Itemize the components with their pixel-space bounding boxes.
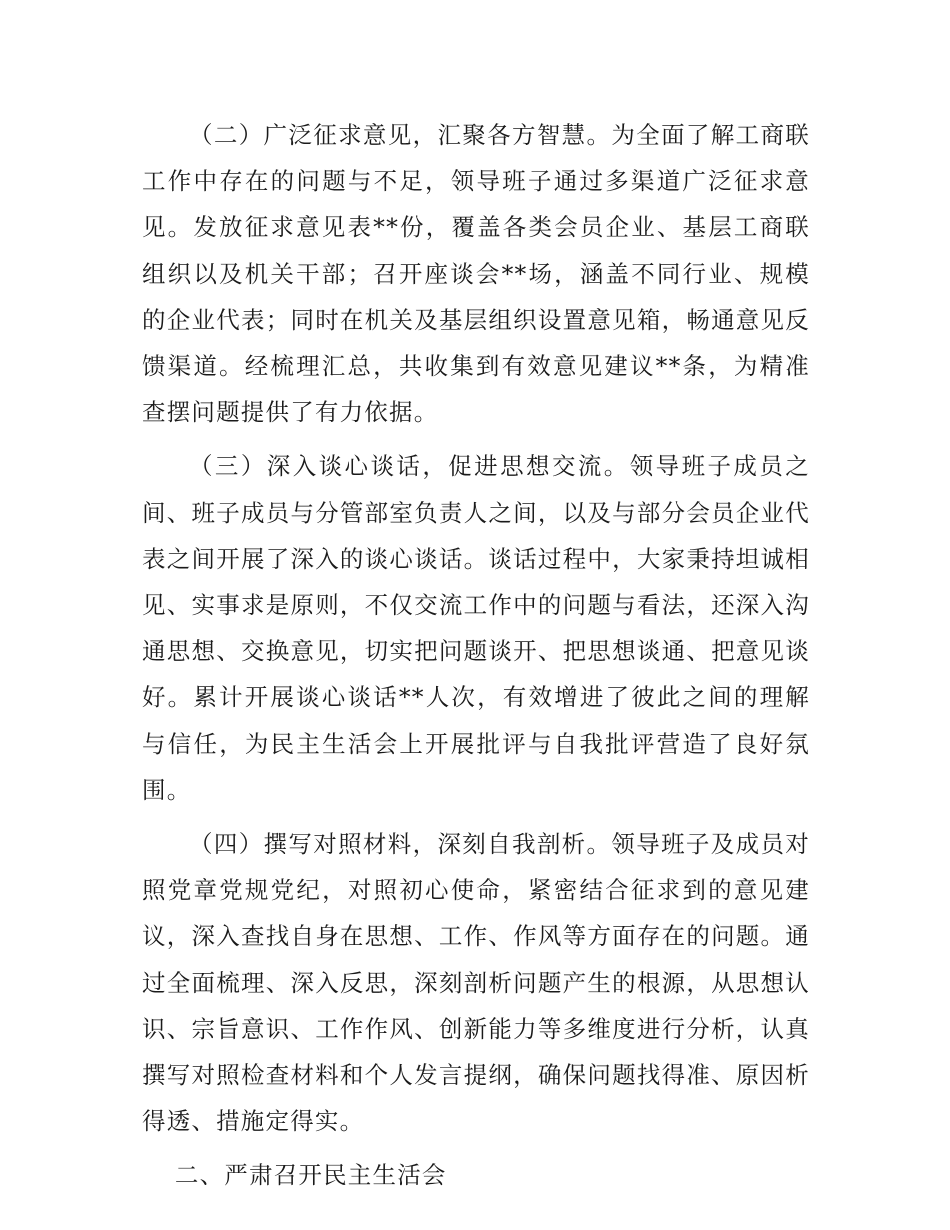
paragraph-heart-to-heart-talks: （三）深入谈心谈话，促进思想交流。领导班子成员之间、班子成员与分管部室负责人之间，以及与部分会员企业代表之间开展了深入的谈心谈话。谈话过程中，大家秉持坦诚相见、实事求是原则，不仅交流工作中的问题与看法，还深入沟通思想、交换意见，切实把问题谈开、把思想谈通、把意见谈好。累计开展谈心谈话**人次，有效增进了彼此之间的理解与信任，为民主生活会上开展批评与自我批评营造了良好氛围。 bbox=[142, 452, 810, 804]
paragraph-solicit-opinions: （二）广泛征求意见，汇聚各方智慧。为全面了解工商联工作中存在的问题与不足，领导班子通过多渠道广泛征求意见。发放征求意见表**份，覆盖各类会员企业、基层工商联组织以及机关干部；召开座谈会**场，涵盖不同行业、规模的企业代表；同时在机关及基层组织设置意见箱，畅通意见反馈渠道。经梳理汇总，共收集到有效意见建议**条，为精准查摆问题提供了有力依据。 bbox=[142, 121, 810, 427]
document-body bbox=[142, 112, 810, 1199]
section-heading: 二、严肃召开民主生活会 bbox=[174, 1161, 447, 1190]
paragraph-self-analysis: （四）撰写对照材料，深刻自我剖析。领导班子及成员对照党章党规党纪，对照初心使命，紧密结合征求到的意见建议，深入查找自身在思想、工作、作风等方面存在的问题。通过全面梳理、深入反思，深刻剖析问题产生的根源，从思想认识、宗旨意识、工作作风、创新能力等多维度进行分析，认真撰写对照检查材料和个人发言提纲，确保问题找得准、原因析得透、措施定得实。 bbox=[142, 830, 810, 1136]
